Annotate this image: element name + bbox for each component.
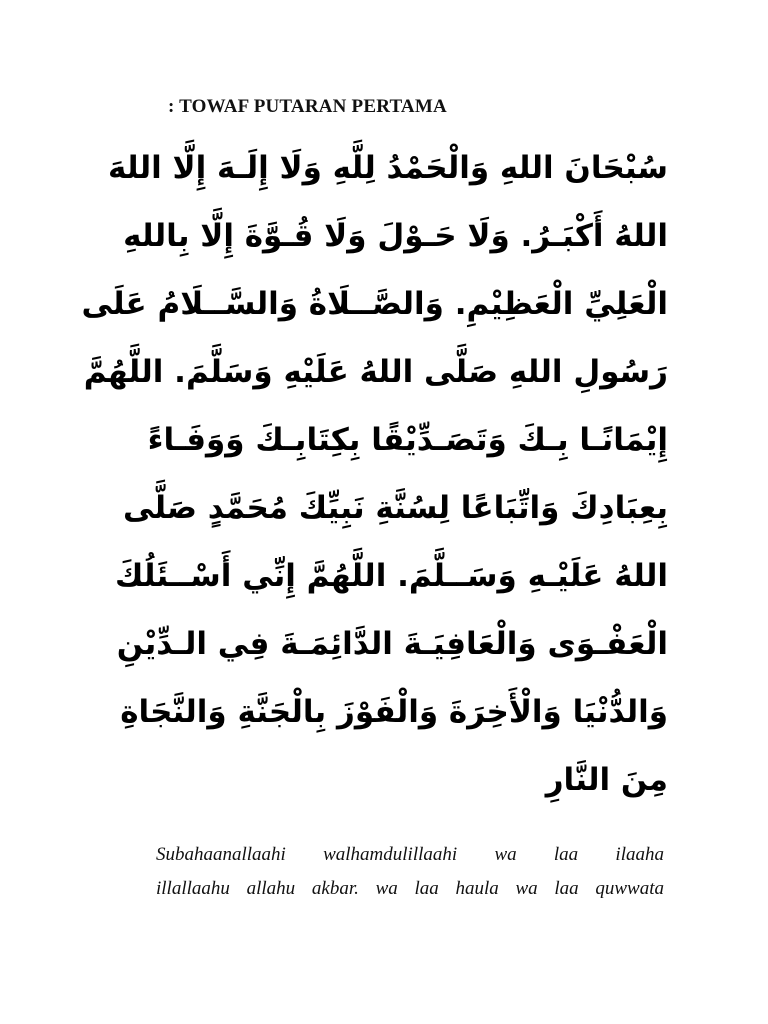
arabic-line-1: سُبْحَانَ اللهِ وَالْحَمْدُ لِلَّهِ وَلَا إِلَـهَ إِلَّا اللهَ (108, 150, 668, 186)
transliteration-line-1: Subahaanallaahi walhamdulillaahi wa laa ilaaha (156, 844, 664, 865)
arabic-line-4: رَسُولِ اللهِ صَلَّى اللهُ عَلَيْهِ وَسَلَّمَ. اللَّهُمَّ (83, 354, 668, 390)
arabic-line-2: اللهُ أَكْبَـرُ. وَلَا حَـوْلَ وَلَا قُـوَّةَ إِلَّا بِاللهِ (123, 218, 668, 254)
arabic-prayer-text (81, 134, 668, 814)
arabic-line-9: وَالدُّنْيَا وَالْأَخِرَةَ وَالْفَوْزَ بِالْجَنَّةِ وَالنَّجَاةِ (120, 694, 668, 730)
transliteration-paragraph (156, 838, 664, 906)
arabic-line-8: الْعَفْـوَى وَالْعَافِيَـةَ الدَّائِمَـةَ فِي الـدِّيْنِ (116, 626, 668, 662)
section-heading: : TOWAF PUTARAN PERTAMA (168, 96, 447, 117)
arabic-line-7: اللهُ عَلَيْـهِ وَسَــلَّمَ. اللَّهُمَّ إِنِّي أَسْــئَلُكَ (114, 558, 668, 594)
arabic-line-5: إِيْمَانًـا بِـكَ وَتَصَـدِّيْقًا بِكِتَابِـكَ وَوَفَـاءً (147, 422, 668, 458)
arabic-line-6: بِعِبَادِكَ وَاتِّبَاعًا لِسُنَّةِ نَبِيِّكَ مُحَمَّدٍ صَلَّى (122, 490, 668, 526)
arabic-line-10: مِنَ النَّارِ (545, 762, 668, 798)
transliteration-line-2: illallaahu allahu akbar. wa laa haula wa laa quwwata (156, 878, 664, 899)
arabic-line-3: الْعَلِيِّ الْعَظِيْمِ. وَالصَّــلَاةُ وَالسَّــلَامُ عَلَى (81, 286, 668, 322)
